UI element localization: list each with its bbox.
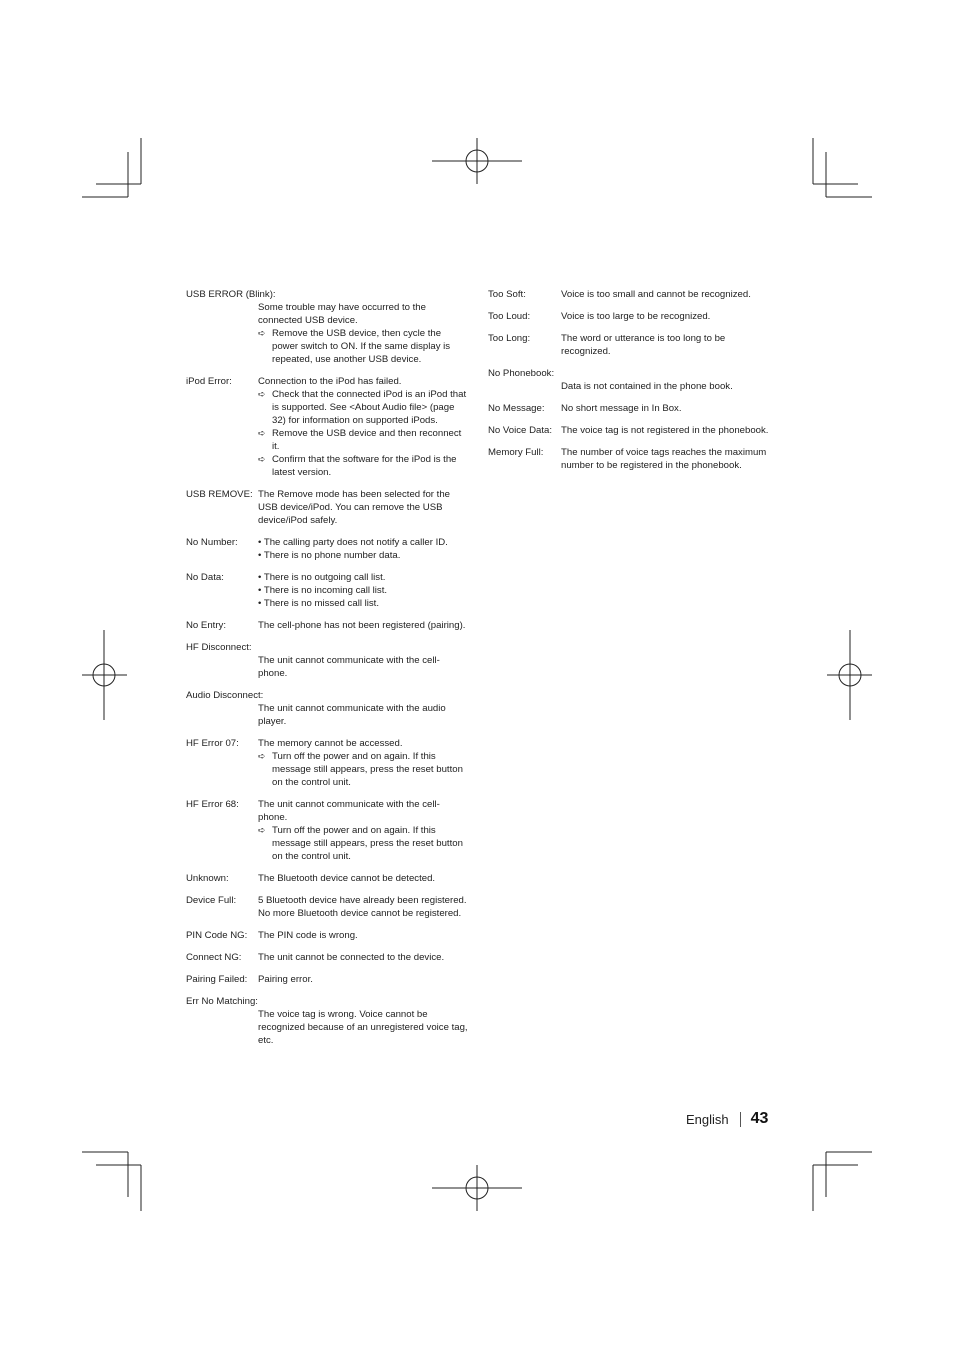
description-line: The PIN code is wrong. — [258, 930, 358, 941]
message-row — [186, 973, 468, 986]
message-entry — [186, 619, 468, 632]
message-description — [258, 894, 468, 920]
message-term: Unknown: — [186, 873, 229, 884]
message-term: Memory Full: — [488, 447, 544, 458]
message-term: Pairing Failed: — [186, 974, 248, 985]
message-row — [186, 536, 468, 562]
left-column — [186, 288, 468, 1056]
message-row — [488, 402, 770, 415]
description-line: The voice tag is wrong. Voice cannot be recognized because of an unregistered voice tag, etc. — [258, 1009, 468, 1046]
message-term: USB ERROR (Blink): — [186, 289, 276, 300]
message-entry — [186, 872, 468, 885]
message-term: iPod Error: — [186, 376, 232, 387]
message-term: PIN Code NG: — [186, 930, 248, 941]
remedy-tip — [258, 427, 468, 453]
remedy-tip — [258, 327, 468, 366]
description-line: Voice is too small and cannot be recognized. — [561, 289, 751, 300]
message-term: HF Disconnect: — [186, 642, 252, 653]
message-entry — [488, 310, 770, 323]
description-line: The Remove mode has been selected for the USB device/iPod. You can remove the USB device/iPod safely. — [258, 489, 450, 526]
description-line: Some trouble may have occurred to the connected USB device. — [258, 302, 426, 326]
message-description — [258, 619, 468, 632]
message-description — [258, 536, 468, 562]
message-description — [258, 737, 468, 789]
message-description — [186, 702, 468, 728]
message-description — [561, 446, 770, 472]
bullet-item: • There is no outgoing call list. — [258, 572, 386, 583]
message-term: Too Loud: — [488, 311, 531, 322]
bullet-item: • There is no missed call list. — [258, 598, 380, 609]
message-row — [186, 375, 468, 479]
message-entry — [186, 951, 468, 964]
message-description — [258, 872, 468, 885]
message-term: Too Soft: — [488, 289, 526, 300]
remedy-text: Turn off the power and on again. If this message still appears, press the reset button on the control unit. — [272, 751, 463, 788]
message-entry — [488, 402, 770, 415]
message-row — [186, 929, 468, 942]
message-term: No Phonebook: — [488, 368, 555, 379]
arrow-icon: ➪ — [258, 454, 266, 464]
message-description — [561, 424, 770, 437]
message-entry — [186, 995, 468, 1047]
message-description — [258, 929, 468, 942]
description-line: No short message in In Box. — [561, 403, 682, 414]
message-row — [186, 798, 468, 863]
message-description — [258, 798, 468, 863]
bullet-item: • There is no phone number data. — [258, 550, 401, 561]
message-term: HF Error 07: — [186, 738, 239, 749]
footer-separator — [740, 1112, 741, 1127]
message-term: No Data: — [186, 572, 224, 583]
message-entry — [488, 288, 770, 301]
description-line: The memory cannot be accessed. — [258, 738, 403, 749]
arrow-icon: ➪ — [258, 751, 266, 761]
arrow-icon: ➪ — [258, 428, 266, 438]
message-entry — [186, 536, 468, 562]
remedy-tip — [258, 388, 468, 427]
message-term: No Voice Data: — [488, 425, 552, 436]
message-term: Connect NG: — [186, 952, 242, 963]
message-description — [258, 488, 468, 527]
message-entry — [186, 375, 468, 479]
message-entry — [186, 973, 468, 986]
description-line: Connection to the iPod has failed. — [258, 376, 402, 387]
message-entry — [186, 737, 468, 789]
description-line: The unit cannot communicate with the cell-phone. — [258, 799, 440, 823]
remedy-tip — [258, 453, 468, 479]
message-row — [186, 571, 468, 610]
message-row — [186, 951, 468, 964]
remedy-text: Turn off the power and on again. If this message still appears, press the reset button on the control unit. — [272, 825, 463, 862]
message-entry — [186, 689, 468, 728]
bullet-item: • There is no incoming call list. — [258, 585, 388, 596]
message-entry — [186, 571, 468, 610]
remedy-text: Remove the USB device and then reconnect it. — [272, 428, 462, 452]
right-column — [488, 288, 770, 481]
message-description — [561, 332, 770, 358]
message-term: Audio Disconnect: — [186, 690, 264, 701]
remedy-tip — [258, 750, 468, 789]
message-description — [186, 301, 468, 366]
arrow-icon: ➪ — [258, 389, 266, 399]
description-line: Pairing error. — [258, 974, 313, 985]
message-entry — [488, 424, 770, 437]
arrow-icon: ➪ — [258, 825, 266, 835]
remedy-text: Check that the connected iPod is an iPod that is supported. See <About Audio file> (page 32) for information on supported iPods. — [272, 389, 467, 426]
message-term: Device Full: — [186, 895, 237, 906]
message-description — [258, 973, 468, 986]
message-entry — [186, 488, 468, 527]
description-line: Data is not contained in the phone book. — [561, 381, 733, 392]
message-term: No Message: — [488, 403, 545, 414]
message-row — [186, 619, 468, 632]
bullet-item: • The calling party does not notify a caller ID. — [258, 537, 448, 548]
message-description — [186, 1008, 468, 1047]
message-entry — [186, 894, 468, 920]
message-term: Too Long: — [488, 333, 531, 344]
message-description — [561, 310, 770, 323]
message-description — [561, 288, 770, 301]
description-line: The Bluetooth device cannot be detected. — [258, 873, 436, 884]
message-description — [488, 380, 770, 393]
message-row — [186, 872, 468, 885]
description-line: Voice is too large to be recognized. — [561, 311, 711, 322]
message-row — [488, 332, 770, 358]
remedy-text: Confirm that the software for the iPod is the latest version. — [272, 454, 457, 478]
message-row — [186, 488, 468, 527]
description-line: The word or utterance is too long to be recognized. — [561, 333, 726, 357]
message-entry — [186, 929, 468, 942]
message-row — [186, 894, 468, 920]
description-line: The voice tag is not registered in the phonebook. — [561, 425, 769, 436]
message-row — [488, 446, 770, 472]
message-row — [488, 310, 770, 323]
message-entry — [488, 446, 770, 472]
remedy-text: Remove the USB device, then cycle the power switch to ON. If the same display is repeated, use another USB device. — [272, 328, 451, 365]
message-description — [186, 654, 468, 680]
description-line: The cell-phone has not been registered (pairing). — [258, 620, 466, 631]
message-description — [258, 951, 468, 964]
message-row — [488, 424, 770, 437]
message-entry — [186, 288, 468, 366]
message-term: No Entry: — [186, 620, 226, 631]
message-term: USB REMOVE: — [186, 489, 253, 500]
message-description — [258, 571, 468, 610]
message-term: No Number: — [186, 537, 238, 548]
message-term: HF Error 68: — [186, 799, 239, 810]
message-term: Err No Matching: — [186, 996, 258, 1007]
arrow-icon: ➪ — [258, 328, 266, 338]
message-entry — [488, 367, 770, 393]
message-description — [258, 375, 468, 479]
message-row — [488, 288, 770, 301]
message-row — [186, 737, 468, 789]
message-entry — [488, 332, 770, 358]
footer-language: English — [686, 1111, 729, 1127]
remedy-tip — [258, 824, 468, 863]
description-line: The unit cannot communicate with the audio player. — [258, 703, 446, 727]
message-description — [561, 402, 770, 415]
description-line: The number of voice tags reaches the maximum number to be registered in the phonebook. — [561, 447, 767, 471]
message-entry — [186, 798, 468, 863]
description-line: 5 Bluetooth device have already been registered. No more Bluetooth device cannot be registered. — [258, 895, 467, 919]
message-entry — [186, 641, 468, 680]
description-line: The unit cannot be connected to the device. — [258, 952, 445, 963]
page-number: 43 — [750, 1110, 769, 1127]
page-footer — [686, 1110, 768, 1128]
description-line: The unit cannot communicate with the cell-phone. — [258, 655, 440, 679]
